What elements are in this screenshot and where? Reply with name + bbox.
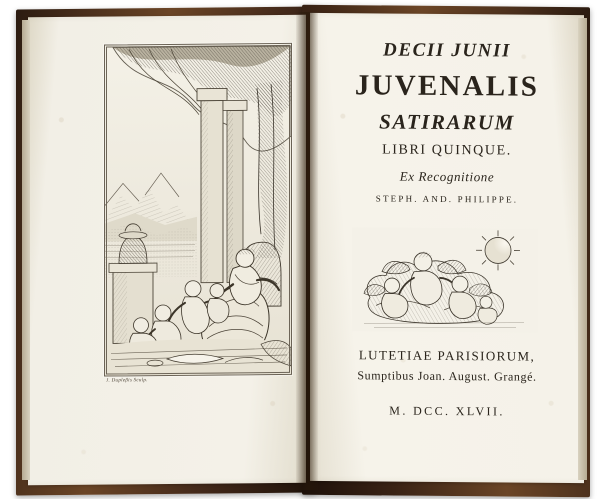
imprint-date: M. DCC. XLVII. — [389, 403, 505, 419]
imprint-city: LUTETIAE PARISIORUM, — [358, 347, 536, 364]
frontispiece-engraving — [105, 44, 291, 376]
book-gutter — [296, 12, 318, 490]
title-work: SATIRARUM — [379, 109, 515, 135]
title-name: JUVENALIS — [354, 69, 540, 103]
fore-edge-left — [22, 20, 30, 480]
putti-vignette-engraving — [352, 227, 538, 332]
title-editor: STEPH. AND. PHILIPPE. — [375, 193, 519, 205]
frontispiece-plate — [104, 43, 292, 377]
imprint-publisher: Sumptibus Joan. August. Grangé. — [357, 368, 537, 384]
fore-edge-right — [578, 18, 587, 480]
left-page — [28, 15, 306, 485]
title-block — [318, 39, 576, 209]
imprint-block — [318, 347, 576, 420]
title-author: DECII JUNII — [383, 39, 511, 62]
plate-caption: J. Dupleβis Sculp. — [106, 378, 148, 384]
title-recension: Ex Recognitione — [399, 168, 495, 185]
title-books: LIBRI QUINQUE. — [382, 142, 512, 159]
title-vignette — [352, 227, 538, 332]
